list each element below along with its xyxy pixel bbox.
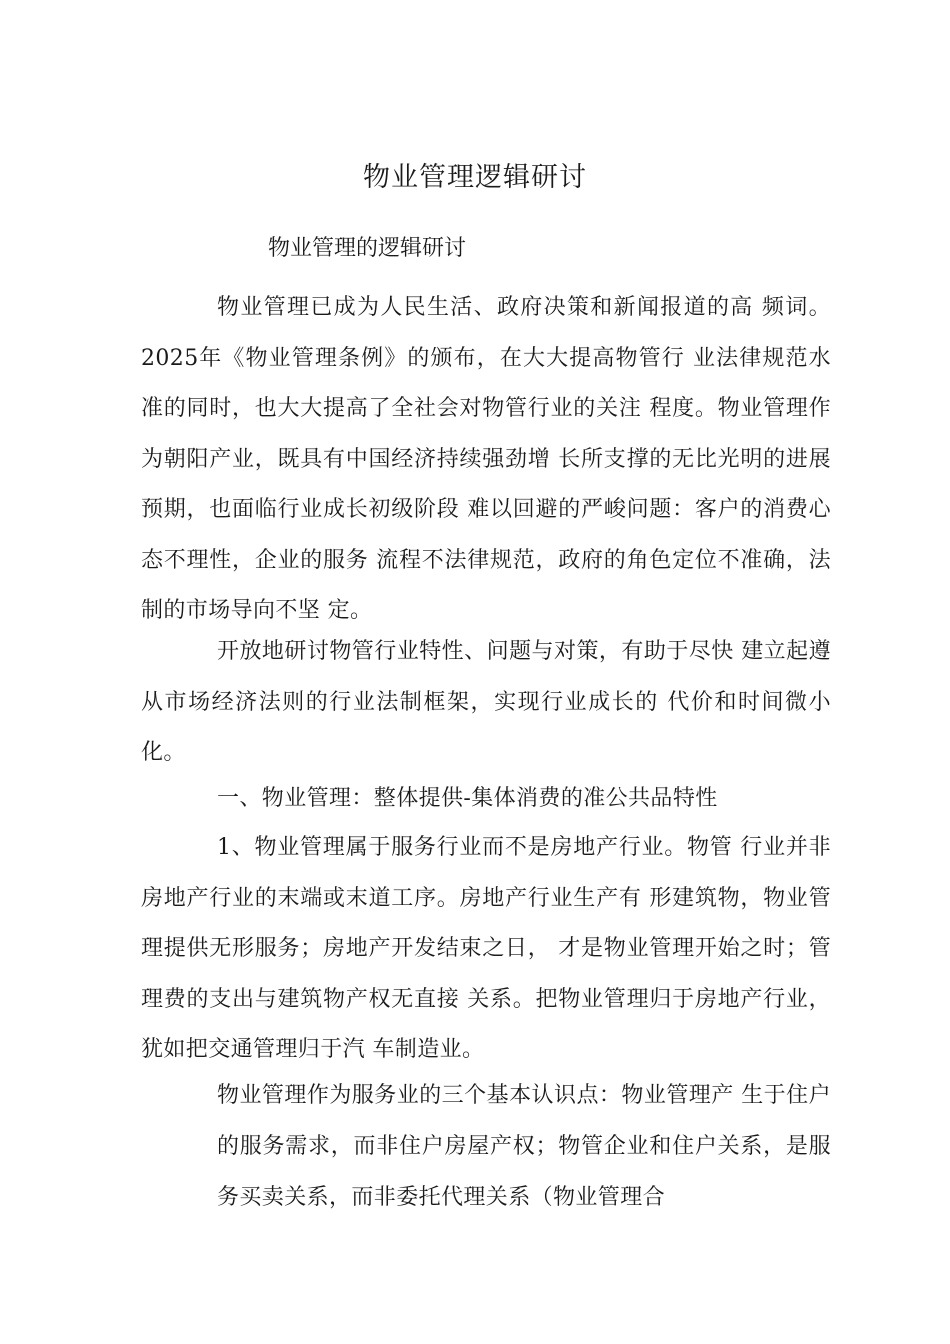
paragraph-three-points: 物业管理作为服务业的三个基本认识点：物业管理产 生于住户的服务需求，而非住户房屋产权；物管企业和住户关系，是服务买卖关系，而非委托代理关系（物业管理合 — [217, 1083, 831, 1210]
document-title: 物业管理逻辑研讨 — [363, 162, 587, 193]
section-heading-1: 一、物业管理：整体提供-集体消费的准公共品特性 — [217, 786, 718, 811]
paragraph-point-1: 1、物业管理属于服务行业而不是房地产行业。物管 行业并非房地产行业的末端或末道工序。房地产行业生产有 形建筑物，物业管理提供无形服务；房地产开发结束之日， 才是物业管理开始之时；管理费的支出与建筑物产权无直接 关系。把物业管理归于房地产行业，犹如把交通管理归于汽 车制造业。 — [141, 835, 831, 1062]
paragraph-intro: 物业管理已成为人民生活、政府决策和新闻报道的高 频词。2025年《物业管理条例》的颁布，在大大提高物管行 业法律规范水准的同时，也大大提高了全社会对物管行业的关注 程度。物业管理作为朝阳产业，既具有中国经济持续强劲增 长所支撑的无比光明的进展预期，也面临行业成长初级阶段 难以回避的严峻问题：客户的消费心态不理性，企业的服务 流程不法律规范，政府的角色定位不准确，法制的市场导向不坚 定。 — [141, 295, 831, 623]
document-subtitle: 物业管理的逻辑研讨 — [268, 236, 467, 261]
paragraph-research: 开放地研讨物管行业特性、问题与对策，有助于尽快 建立起遵从市场经济法则的行业法制框架，实现行业成长的 代价和时间微小化。 — [141, 639, 831, 765]
